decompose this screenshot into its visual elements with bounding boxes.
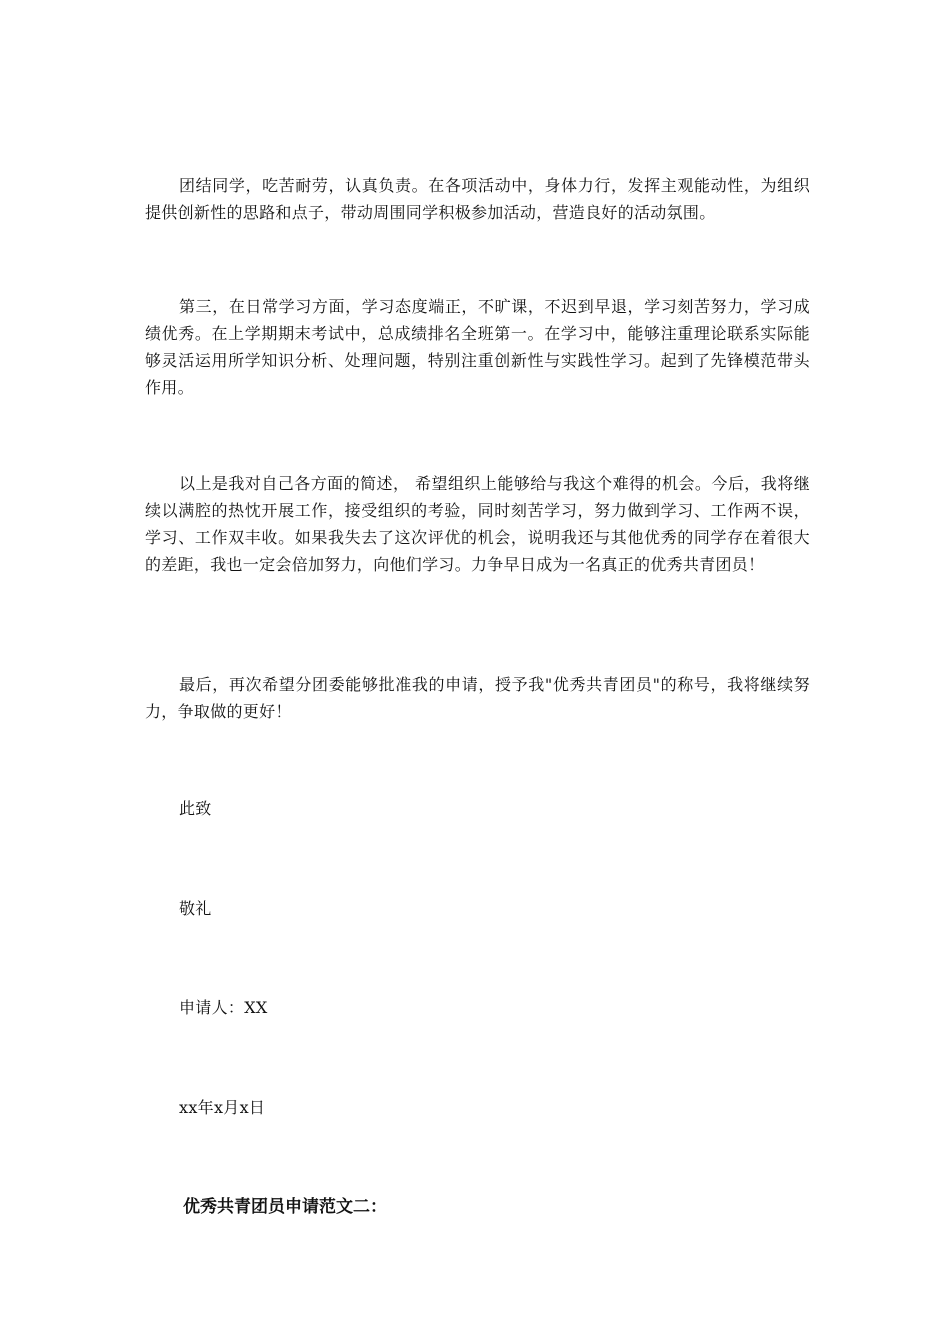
body-paragraph-study: 第三，在日常学习方面，学习态度端正，不旷课，不迟到早退，学习刻苦努力，学习成绩优秀。在上学期期末考试中，总成绩排名全班第一。在学习中，能够注重理论联系实际能够灵活运用所学知识分析、处理问题，特别注重创新性与实践性学习。起到了先锋模范带头作用。 xyxy=(145,297,810,397)
signature-date: xx年x月x日 xyxy=(179,1098,266,1117)
body-paragraph-unity: 团结同学，吃苦耐劳，认真负责。在各项活动中，身体力行，发挥主观能动性，为组织提供创新性的思路和点子，带动周围同学积极参加活动，营造良好的活动氛围。 xyxy=(145,176,810,222)
closing-salutation: 此致 xyxy=(179,799,212,818)
body-paragraph-summary: 以上是我对自己各方面的简述， 希望组织上能够给与我这个难得的机会。今后，我将继续以满腔的热忱开展工作，接受组织的考验，同时刻苦学习，努力做到学习、工作两不误，学习、工作双丰收。如果我失去了这次评优的机会，说明我还与其他优秀的同学存在着很大的差距，我也一定会倍加努力，向他们学习。力争早日成为一名真正的优秀共青团员！ xyxy=(145,474,810,574)
body-paragraph-final-request: 最后，再次希望分团委能够批准我的申请，授予我"优秀共青团员"的称号，我将继续努力，争取做的更好！ xyxy=(145,675,810,721)
section-heading: 优秀共青团员申请范文二： xyxy=(183,1197,387,1217)
applicant-signature: 申请人：XX xyxy=(179,998,268,1017)
closing-regards: 敬礼 xyxy=(179,899,212,918)
